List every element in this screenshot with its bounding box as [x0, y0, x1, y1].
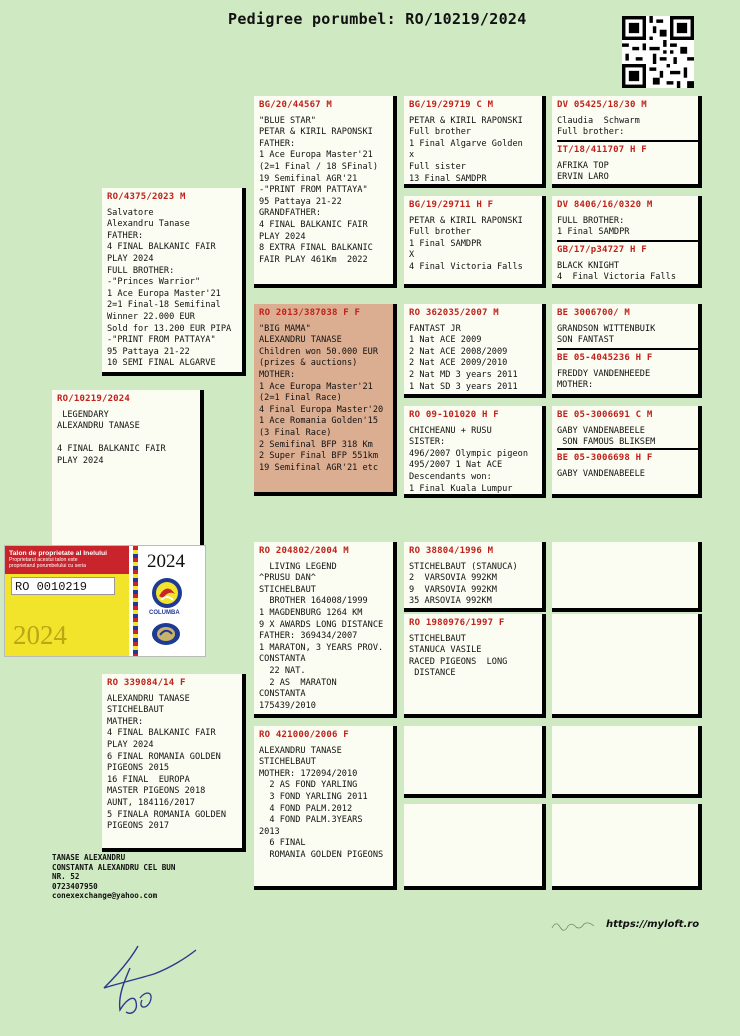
ring-card-year: 2024 — [13, 620, 67, 650]
ring-card-subtitle: Proprietarul acestui talon este proprietarul porumbelului cu seria — [9, 557, 86, 569]
pigeon-notes: "BLUE STAR" PETAR & KIRIL RAPONSKI FATHER: 1 Ace Europa Master'21 (2=1 Final / 18 SFinal) 19 Semifinal AGR'21 -"PRINT FROM PATTAYA" 95 Pattaya 21-22 GRANDFATHER: 4 FINAL BALKANIC FAIR PLAY 2024 8 EXTRA FINAL BALKANIC FAIR PLAY 461Km 2022 — [259, 115, 378, 265]
columba-logo-icon — [151, 576, 183, 610]
ring-number: DV 8406/16/0320 M — [557, 200, 653, 210]
small-signature-mark — [550, 918, 600, 932]
owner-contact — [52, 853, 175, 901]
pigeon-notes: GABY VANDENABEELE SON FAMOUS BLIKSEM — [557, 425, 656, 448]
pigeon-sss-parents-card — [552, 96, 702, 188]
pigeon-notes: FULL BROTHER: 1 Final SAMDPR — [557, 215, 630, 238]
ring-number: RO 09-101020 H F — [409, 410, 499, 420]
pigeon-empty-card — [552, 542, 702, 612]
pigeon-notes: CHICHEANU + RUSU SISTER: 496/2007 Olympic pigeon 495/2007 1 Nat ACE Descendants won: 1 Final Kuala Lumpur — [409, 425, 528, 494]
owner-address-number: NR. 52 — [52, 872, 80, 882]
pigeon-dd-dam-card — [404, 804, 546, 890]
ring-card-flag-stripe — [133, 546, 138, 656]
ring-number: GB/17/p34727 H F — [557, 245, 647, 255]
pigeon-empty-card — [552, 614, 702, 718]
ring-number: RO 204802/2004 M — [259, 546, 349, 556]
ring-card-brand: COLUMBA — [149, 610, 180, 616]
pigeon-notes: Salvatore Alexandru Tanase FATHER: 4 FINAL BALKANIC FAIR PLAY 2024 FULL BROTHER: -"Princes Warrior" 1 Ace Europa Master'21 2=1 Final-18 Semifinal Winner 22.000 EUR Sold for 13.200 EUR PIPA -"PRINT FROM PATTAYA" 95 Pattaya 21-22 10 SEMI FINAL ALGARVE — [107, 207, 232, 369]
ring-number: BE 3006700/ M — [557, 308, 631, 318]
pigeon-notes: LIVING LEGEND ^PRUSU DAN^ STICHELBAUT BROTHER 164008/1999 1 MAGDENBURG 1264 KM 9 X AWARDS LONG DISTANCE FATHER: 369434/2007 1 MARATON, 3 YEARS PROV. CONSTANTA 22 NAT. 2 AS MARATON CONSTANTA 175439/2010 — [259, 561, 384, 711]
pigeon-sdd-parents-card — [552, 406, 702, 498]
pigeon-sire-sire-card — [254, 96, 397, 288]
pigeon-notes: AFRIKA TOP ERVIN LARO — [557, 160, 609, 183]
ring-number: IT/18/411707 H F — [557, 145, 647, 155]
ring-number: RO 339084/14 F — [107, 678, 186, 688]
pigeon-notes: BLACK KNIGHT 4 Final Victoria Falls — [557, 260, 676, 283]
pigeon-notes: LEGENDARY ALEXANDRU TANASE 4 FINAL BALKANIC FAIR PLAY 2024 — [57, 409, 166, 466]
owner-address: CONSTANTA ALEXANDRU CEL BUN — [52, 862, 176, 872]
ring-number: BG/19/29711 H F — [409, 200, 494, 210]
pigeon-sd-sire-card — [404, 304, 546, 398]
ring-number: DV 05425/18/30 M — [557, 100, 647, 110]
ring-number: RO 362035/2007 M — [409, 308, 499, 318]
pigeon-notes: Claudia Schwarm Full brother: — [557, 115, 640, 138]
pigeon-notes: STICHELBAUT (STANUCA) 2 VARSOVIA 992KM 9 VARSOVIA 992KM 35 ARSOVIA 992KM — [409, 561, 518, 607]
ring-number: RO/4375/2023 M — [107, 192, 186, 202]
owner-name: TANASE ALEXANDRU — [52, 853, 126, 862]
pigeon-sire-card — [102, 188, 246, 376]
pigeon-ss-dam-card — [404, 196, 546, 288]
pigeon-notes: "BIG MAMA" ALEXANDRU TANASE Children won 50.000 EUR (prizes & auctions) MOTHER: 1 Ace Europa Master'21 (2=1 Final Race) 4 Final Europa Master'20 1 Ace Romania Golden'15 (3 Final Race) 2 Semifinal BFP 318 Km 2 Super Final BFP 551km 19 Semifinal AGR'21 etc — [259, 323, 384, 473]
ring-number: BG/19/29719 C M — [409, 100, 494, 110]
pigeon-dam-dam-card — [254, 726, 397, 890]
ring-number: BE 05-3006698 H F — [557, 453, 653, 463]
pigeon-notes: ALEXANDRU TANASE STICHELBAUT MOTHER: 172094/2010 2 AS FOND YARLING 3 FOND YARLING 2011 4 FOND PALM.2012 4 FOND PALM.3YEARS 2013 6 FINAL ROMANIA GOLDEN PIGEONS — [259, 745, 384, 860]
pigeon-notes: FREDDY VANDENHEEDE MOTHER: — [557, 368, 651, 391]
pigeon-ssd-parents-card — [552, 196, 702, 288]
federation-logo-icon — [151, 622, 181, 646]
pigeon-notes: FANTAST JR 1 Nat ACE 2009 2 Nat ACE 2008/2009 2 Nat ACE 2009/2010 2 Nat MD 3 years 2011 1 Nat SD 3 years 2011 — [409, 323, 518, 392]
pigeon-notes: STICHELBAUT STANUCA VASILE RACED PIGEONS LONG DISTANCE — [409, 633, 508, 679]
ring-number: RO/10219/2024 — [57, 394, 131, 404]
pigeon-notes: PETAR & KIRIL RAPONSKI Full brother 1 Final SAMDPR X 4 Final Victoria Falls — [409, 215, 523, 272]
pigeon-empty-card — [552, 804, 702, 890]
handwritten-signature — [90, 940, 200, 1020]
pigeon-notes: PETAR & KIRIL RAPONSKI Full brother 1 Final Algarve Golden x Full sister 13 Final SAMDPR — [409, 115, 523, 184]
ring-number: BE 05-4045236 H F — [557, 353, 653, 363]
page-title: Pedigree porumbel: RO/10219/2024 — [228, 10, 527, 28]
ring-number: RO 421000/2006 F — [259, 730, 349, 740]
pigeon-dam-card — [102, 674, 246, 852]
ring-number: BG/20/44567 M — [259, 100, 333, 110]
ring-number: RO 2013/387038 F F — [259, 308, 361, 318]
pigeon-ds-sire-card — [404, 542, 546, 612]
pigeon-ss-sire-card — [404, 96, 546, 188]
ring-ownership-card — [4, 545, 206, 657]
ring-card-title: Talon de proprietate al Inelului — [9, 550, 108, 557]
pigeon-sds-parents-card — [552, 304, 702, 398]
ring-number: BE 05-3006691 C M — [557, 410, 653, 420]
ring-card-number: RO 0010219 — [11, 577, 115, 595]
ring-number: RO 38804/1996 M — [409, 546, 494, 556]
owner-email: conexexchange@yahoo.com — [52, 891, 158, 901]
pigeon-sd-dam-card — [404, 406, 546, 498]
qr-code — [622, 16, 694, 88]
ring-card-header — [5, 546, 129, 574]
pigeon-dam-sire-card — [254, 542, 397, 718]
ring-number: RO 1980976/1997 F — [409, 618, 505, 628]
ring-card-year-right: 2024 — [147, 551, 185, 572]
pigeon-empty-card — [552, 726, 702, 798]
pigeon-notes: GRANDSON WITTENBUIK SON FANTAST — [557, 323, 656, 346]
pigeon-ds-dam-card — [404, 614, 546, 718]
pigeon-notes: ALEXANDRU TANASE STICHELBAUT MATHER: 4 FINAL BALKANIC FAIR PLAY 2024 6 FINAL ROMANIA GOLDEN PIGEONS 2015 16 FINAL EUROPA MASTER PIGEONS 2018 AUNT, 184116/2017 5 FINALA ROMANIA GOLDEN PIGEONS 2017 — [107, 693, 226, 832]
owner-phone: 0723407950 — [52, 881, 98, 891]
pigeon-dd-sire-card — [404, 726, 546, 798]
website-link[interactable]: https://myloft.ro — [606, 919, 700, 930]
pigeon-notes: GABY VANDENABEELE — [557, 468, 645, 479]
pigeon-sire-dam-card — [254, 304, 397, 496]
